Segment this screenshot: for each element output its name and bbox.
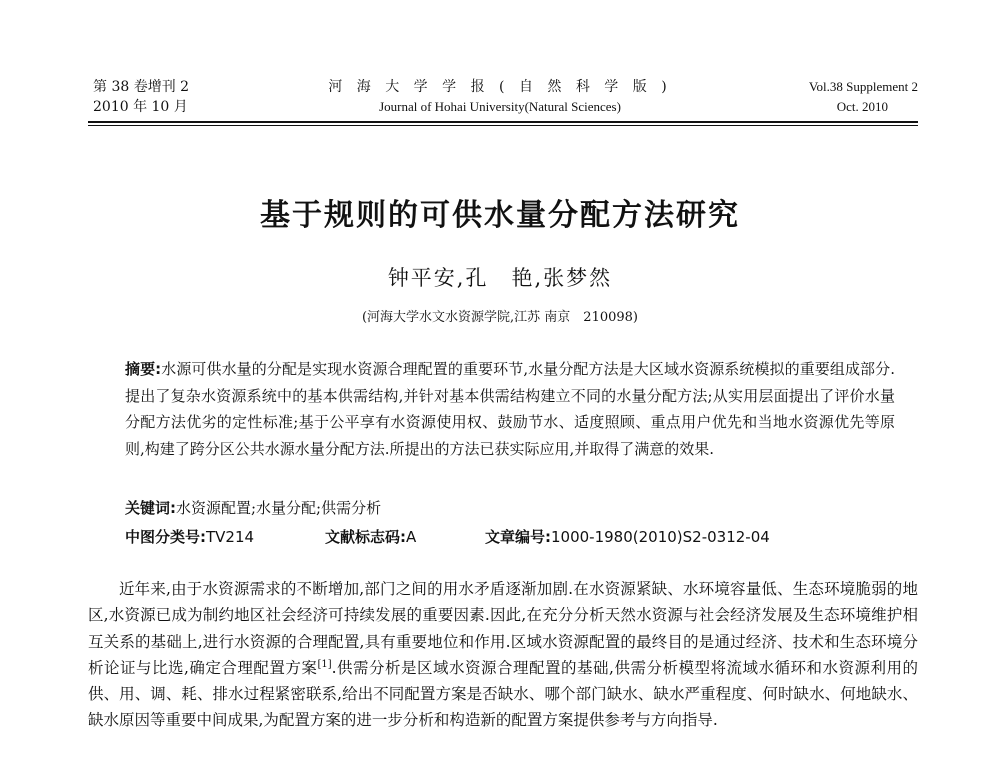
keywords-label: 关键词: [125,499,176,517]
date-zh: 2010 年 10 月 [93,99,188,115]
doc-value: A [406,528,417,546]
page-header [0,0,1000,140]
article-number [485,525,770,549]
clc-number [125,525,254,549]
document-code [325,525,416,549]
affiliation: (河海大学水文水资源学院,江苏 南京 210098) [361,310,639,325]
authors: 钟平安,孔 艳,张梦然 [387,266,613,290]
abstract-text: 水源可供水量的分配是实现水资源合理配置的重要环节,水量分配方法是大区域水资源系统模拟的重要组成部分.提出了复杂水资源系统中的基本供需结构,并针对基本供需结构建立不同的水量分配方法;从实用层面提出了评价水量分配方法优劣的定性标准;基于公平享有水资源使用权、鼓励节水、适度照顾、重点用户优先和当地水资源优先等原则,构建了跨分区公共水源水量分配方法.所提出的方法已获实际应用,并取得了满意的效果. [125,360,895,458]
doc-label: 文献标志码: [325,528,406,546]
abstract-label: 摘要: [125,360,162,378]
clc-value: TV214 [206,528,255,546]
volume-zh: 第 38 卷增刊 2 [93,79,190,95]
paper-title: 基于规则的可供水量分配方法研究 [260,198,740,233]
header-rule-thick [88,121,918,123]
clc-label: 中图分类号: [125,528,206,546]
date-en: Oct. 2010 [836,99,888,114]
body-text-part2: .供需分析是区域水资源合理配置的基础,供需分析模型将流域水循环和水资源利用的供、用、调、耗、排水过程紧密联系,给出不同配置方案是否缺水、哪个部门缺水、缺水严重程度、何时缺水、何地缺水、缺水原因等重要中间成果,为配置方案的进一步分析和构造新的配置方案提供参考与方向指导. [88,658,918,730]
body-text [88,576,918,734]
keywords [125,496,381,520]
header-right [809,77,918,117]
keywords-text: 水资源配置;水量分配;供需分析 [176,499,382,517]
body-text-part1: 近年来,由于水资源需求的不断增加,部门之间的用水矛盾逐渐加剧.在水资源紧缺、水环境容量低、生态环境脆弱的地区,水资源已成为制约地区社会经济可持续发展的重要因素.因此,在充分分析天然水资源与社会经济发展及生态环境维护相互关系的基础上,进行水资源的合理配置,具有重要地位和作用.区域水资源配置的最终目的是通过经济、技术和生态环境分析论证与比选,确定合理配置方案 [88,580,918,677]
header-rule-thin [88,125,918,126]
journal-title-zh: 河 海 大 学 学 报 ( 自 然 科 学 版 ) [328,79,672,95]
journal-title-en: Journal of Hohai University(Natural Sciences) [379,99,621,114]
header-center [300,77,700,117]
volume-en: Vol.38 Supplement 2 [808,79,918,94]
body-paragraph [88,576,918,734]
abstract [125,356,895,462]
header-left [93,77,189,117]
article-value: 1000-1980(2010)S2-0312-04 [551,528,770,546]
article-label: 文章编号: [485,528,551,546]
citation-ref[interactable]: [1] [317,658,332,670]
